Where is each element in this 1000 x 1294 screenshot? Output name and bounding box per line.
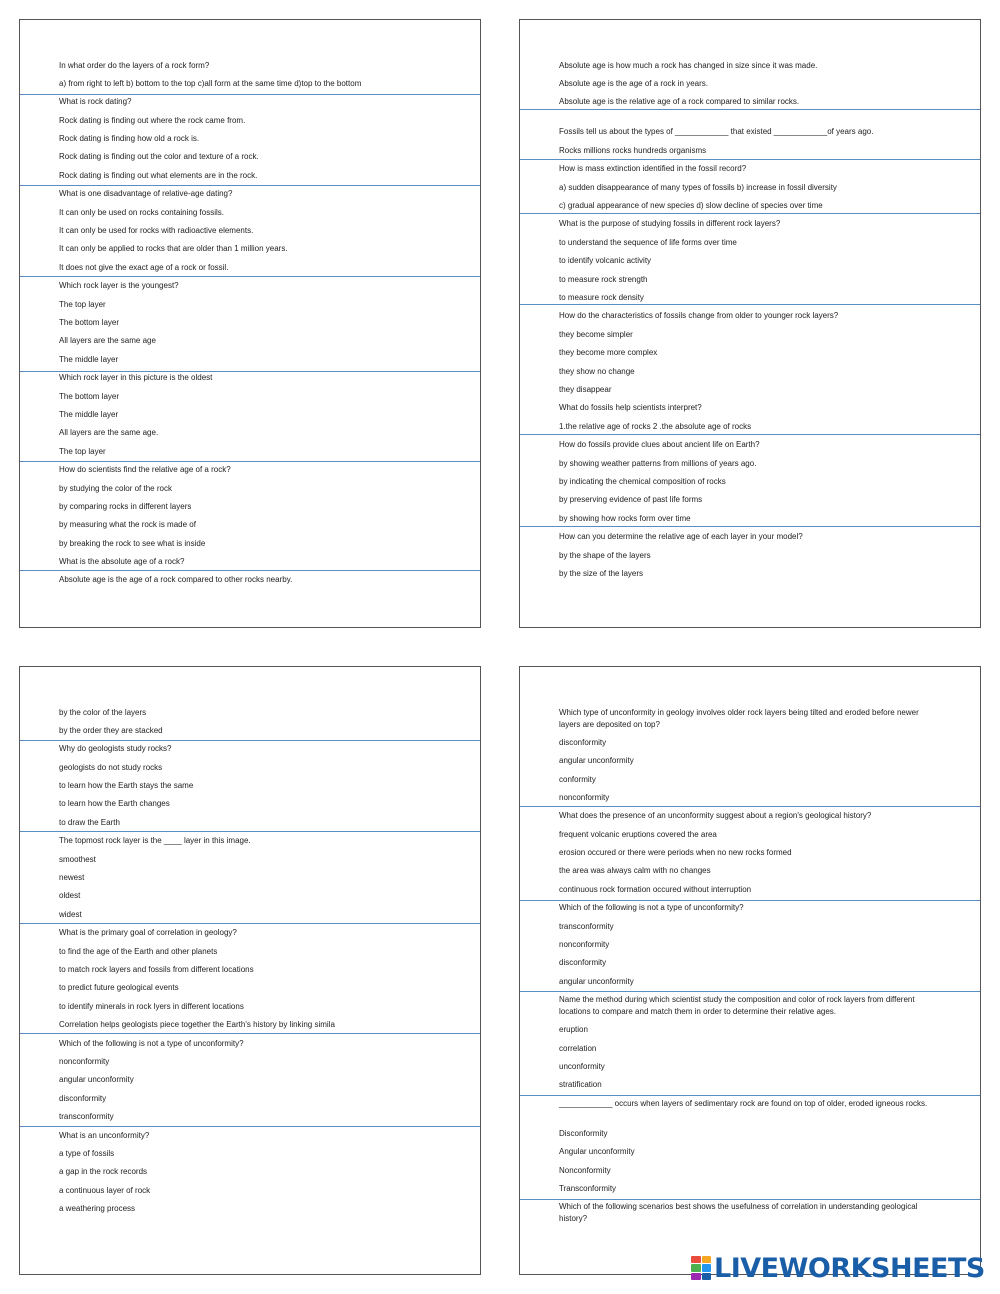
- worksheet-line[interactable]: It can only be used for rocks with radioactive elements.: [59, 226, 254, 235]
- liveworksheets-logo[interactable]: [691, 1253, 985, 1283]
- worksheet-line[interactable]: unconformity: [559, 1062, 605, 1071]
- worksheet-line[interactable]: by showing weather patterns from millions of years ago.: [559, 459, 757, 468]
- worksheet-line[interactable]: Correlation helps geologists piece together the Earth's history by linking simila: [59, 1020, 335, 1029]
- question-separator: [520, 991, 980, 992]
- worksheet-line[interactable]: to identify minerals in rock lyers in different locations: [59, 1002, 244, 1011]
- question-separator: [20, 923, 480, 924]
- worksheet-line[interactable]: What do fossils help scientists interpret?: [559, 403, 702, 412]
- worksheet-line[interactable]: disconformity: [59, 1094, 107, 1103]
- worksheet-line[interactable]: angular unconformity: [559, 977, 634, 986]
- worksheet-line[interactable]: Name the method during which scientist study the composition and color of rock layers from different locations to compare and match them in order to determine their relative ages.: [559, 995, 915, 1016]
- worksheet-line[interactable]: by measuring what the rock is made of: [59, 520, 196, 529]
- worksheet-line[interactable]: It does not give the exact age of a rock or fossil.: [59, 263, 229, 272]
- worksheet-line[interactable]: The middle layer: [59, 355, 119, 364]
- worksheet-line[interactable]: Which of the following scenarios best shows the usefulness of correlation in understanding geological history?: [559, 1202, 918, 1223]
- question-separator: [520, 109, 980, 110]
- question-separator: [520, 1199, 980, 1200]
- worksheet-line[interactable]: a) sudden disappearance of many types of fossils b) increase in fossil diversity: [559, 183, 837, 192]
- worksheet-line[interactable]: they disappear: [559, 385, 612, 394]
- worksheet-line[interactable]: they become more complex: [559, 348, 658, 357]
- worksheet-line[interactable]: oldest: [59, 891, 81, 900]
- worksheet-line[interactable]: Absolute age is the relative age of a rock compared to similar rocks.: [559, 97, 800, 106]
- worksheet-line[interactable]: The bottom layer: [59, 318, 120, 327]
- worksheet-line[interactable]: by comparing rocks in different layers: [59, 502, 192, 511]
- worksheet-line[interactable]: Rock dating is finding how old a rock is.: [59, 134, 200, 143]
- worksheet-line[interactable]: by the size of the layers: [559, 569, 644, 578]
- worksheet-line[interactable]: How do scientists find the relative age of a rock?: [59, 465, 231, 474]
- worksheet-line[interactable]: All layers are the same age.: [59, 428, 159, 437]
- worksheet-line[interactable]: smoothest: [59, 855, 96, 864]
- logo-square: [691, 1256, 701, 1263]
- worksheet-line[interactable]: to identify volcanic activity: [559, 256, 652, 265]
- worksheet-line[interactable]: 1.the relative age of rocks 2 .the absolute age of rocks: [559, 422, 752, 431]
- logo-square: [702, 1264, 712, 1271]
- question-separator: [20, 276, 480, 277]
- worksheet-line[interactable]: Disconformity: [559, 1129, 608, 1138]
- worksheet-line[interactable]: What does the presence of an unconformity suggest about a region's geological history?: [559, 811, 872, 820]
- worksheet-line[interactable]: disconformity: [559, 958, 607, 967]
- logo-text: LIVEWORKSHEETS: [714, 1252, 985, 1284]
- worksheet-line[interactable]: eruption: [559, 1025, 588, 1034]
- worksheet-line[interactable]: Absolute age is the age of a rock in years.: [559, 79, 708, 88]
- worksheet-line[interactable]: frequent volcanic eruptions covered the area: [559, 830, 717, 839]
- worksheet-line[interactable]: It can only be applied to rocks that are older than 1 million years.: [59, 244, 288, 253]
- worksheet-line[interactable]: Which rock layer in this picture is the oldest: [59, 373, 213, 382]
- worksheet-line[interactable]: to understand the sequence of life forms over time: [559, 238, 737, 247]
- logo-square: [691, 1273, 701, 1280]
- worksheet-line[interactable]: It can only be used on rocks containing fossils.: [59, 208, 224, 217]
- worksheet-line[interactable]: Fossils tell us about the types of ____________ that existed ____________of years ago.: [559, 127, 874, 136]
- worksheet-line[interactable]: a) from right to left b) bottom to the top c)all form at the same time d)top to the bottom: [59, 79, 362, 88]
- worksheet-line[interactable]: by showing how rocks form over time: [559, 514, 691, 523]
- worksheet-line[interactable]: What is rock dating?: [59, 97, 132, 106]
- worksheet-line[interactable]: to learn how the Earth changes: [59, 799, 170, 808]
- worksheet-page-4: [519, 666, 981, 1275]
- worksheet-line[interactable]: to measure rock density: [559, 293, 644, 302]
- worksheet-line[interactable]: to match rock layers and fossils from different locations: [59, 965, 254, 974]
- worksheet-line[interactable]: by the order they are stacked: [59, 726, 163, 735]
- worksheet-line[interactable]: Why do geologists study rocks?: [59, 744, 172, 753]
- liveworksheets-logo-icon: [691, 1256, 711, 1280]
- worksheet-line[interactable]: How do fossils provide clues about ancient life on Earth?: [559, 440, 760, 449]
- worksheet-line[interactable]: The top layer: [59, 300, 106, 309]
- question-separator: [520, 806, 980, 807]
- worksheet-line[interactable]: by preserving evidence of past life forms: [559, 495, 703, 504]
- worksheet-line[interactable]: nonconformity: [559, 940, 610, 949]
- worksheet-line[interactable]: Nonconformity: [559, 1166, 611, 1175]
- worksheet-line[interactable]: geologists do not study rocks: [59, 763, 163, 772]
- worksheet-line[interactable]: In what order do the layers of a rock form?: [59, 61, 210, 70]
- question-separator: [20, 1033, 480, 1034]
- logo-square: [702, 1273, 712, 1280]
- worksheet-page-2: [519, 19, 981, 628]
- worksheet-line[interactable]: Which type of unconformity in geology involves older rock layers being tilted and eroded before newer layers are deposited on top?: [559, 708, 919, 729]
- worksheet-line[interactable]: How do the characteristics of fossils change from older to younger rock layers?: [559, 311, 839, 320]
- question-separator: [520, 434, 980, 435]
- worksheet-line[interactable]: What is the absolute age of a rock?: [59, 557, 185, 566]
- worksheet-line[interactable]: a gap in the rock records: [59, 1167, 148, 1176]
- question-separator: [20, 1126, 480, 1127]
- worksheet-page-3: [19, 666, 481, 1275]
- worksheet-line[interactable]: a continuous layer of rock: [59, 1186, 151, 1195]
- worksheet-line[interactable]: Absolute age is how much a rock has changed in size since it was made.: [559, 61, 818, 70]
- worksheet-line[interactable]: c) gradual appearance of new species d) slow decline of species over time: [559, 201, 823, 210]
- worksheet-line[interactable]: by studying the color of the rock: [59, 484, 172, 493]
- worksheet-line[interactable]: nonconformity: [559, 793, 610, 802]
- worksheet-line[interactable]: Rocks millions rocks hundreds organisms: [559, 146, 707, 155]
- worksheet-line[interactable]: angular unconformity: [559, 756, 634, 765]
- worksheet-line[interactable]: to find the age of the Earth and other planets: [59, 947, 218, 956]
- question-separator: [520, 213, 980, 214]
- worksheet-line[interactable]: Rock dating is finding out what elements are in the rock.: [59, 171, 258, 180]
- worksheet-line[interactable]: a weathering process: [59, 1204, 136, 1213]
- worksheet-line[interactable]: the area was always calm with no changes: [559, 866, 711, 875]
- worksheet-line[interactable]: The top layer: [59, 447, 106, 456]
- worksheet-line[interactable]: What is the primary goal of correlation in geology?: [59, 928, 237, 937]
- worksheet-page-1: [19, 19, 481, 628]
- question-separator: [520, 526, 980, 527]
- worksheet-line[interactable]: continuous rock formation occured without interruption: [559, 885, 752, 894]
- worksheet-line[interactable]: The topmost rock layer is the ____ layer in this image.: [59, 836, 251, 845]
- worksheet-line[interactable]: newest: [59, 873, 85, 882]
- worksheet-line[interactable]: What is an unconformity?: [59, 1131, 150, 1140]
- worksheet-line[interactable]: widest: [59, 910, 82, 919]
- question-separator: [520, 304, 980, 305]
- question-separator: [20, 740, 480, 741]
- worksheet-line[interactable]: they show no change: [559, 367, 635, 376]
- question-separator: [20, 831, 480, 832]
- worksheet-line[interactable]: How is mass extinction identified in the fossil record?: [559, 164, 747, 173]
- question-separator: [520, 159, 980, 160]
- worksheet-line[interactable]: transconformity: [559, 922, 614, 931]
- logo-square: [691, 1264, 701, 1271]
- worksheet-line[interactable]: transconformity: [59, 1112, 114, 1121]
- worksheet-line[interactable]: Angular unconformity: [559, 1147, 635, 1156]
- question-separator: [20, 185, 480, 186]
- worksheet-line[interactable]: they become simpler: [559, 330, 633, 339]
- worksheet-line[interactable]: What is one disadvantage of relative-age dating?: [59, 189, 233, 198]
- worksheet-line[interactable]: Rock dating is finding out where the rock came from.: [59, 116, 246, 125]
- worksheet-line[interactable]: Which of the following is not a type of unconformity?: [59, 1039, 244, 1048]
- question-separator: [20, 570, 480, 571]
- worksheet-line[interactable]: to draw the Earth: [59, 818, 120, 827]
- worksheet-line[interactable]: What is the purpose of studying fossils in different rock layers?: [559, 219, 781, 228]
- worksheet-line[interactable]: Absolute age is the age of a rock compared to other rocks nearby.: [59, 575, 293, 584]
- question-separator: [520, 900, 980, 901]
- worksheet-line[interactable]: Which rock layer is the youngest?: [59, 281, 179, 290]
- worksheet-line[interactable]: conformity: [559, 775, 596, 784]
- worksheet-line[interactable]: Rock dating is finding out the color and texture of a rock.: [59, 152, 259, 161]
- worksheet-line[interactable]: How can you determine the relative age of each layer in your model?: [559, 532, 803, 541]
- question-separator: [20, 461, 480, 462]
- worksheet-line[interactable]: by indicating the chemical composition of rocks: [559, 477, 726, 486]
- worksheet-line[interactable]: correlation: [559, 1044, 597, 1053]
- worksheet-line[interactable]: erosion occured or there were periods when no new rocks formed: [559, 848, 792, 857]
- worksheet-line[interactable]: stratification: [559, 1080, 602, 1089]
- worksheet-line[interactable]: The bottom layer: [59, 392, 120, 401]
- worksheet-line[interactable]: angular unconformity: [59, 1075, 134, 1084]
- worksheet-line[interactable]: nonconformity: [59, 1057, 110, 1066]
- worksheet-line[interactable]: Transconformity: [559, 1184, 617, 1193]
- question-separator: [520, 1095, 980, 1096]
- worksheet-line[interactable]: by the color of the layers: [59, 708, 147, 717]
- worksheet-line[interactable]: Which of the following is not a type of unconformity?: [559, 903, 744, 912]
- worksheet-line[interactable]: The middle layer: [59, 410, 119, 419]
- worksheet-line[interactable]: disconformity: [559, 738, 607, 747]
- worksheet-line[interactable]: ____________ occurs when layers of sedimentary rock are found on top of older, eroded igneous rocks.: [559, 1099, 928, 1108]
- worksheet-line[interactable]: All layers are the same age: [59, 336, 156, 345]
- logo-square: [702, 1256, 712, 1263]
- worksheet-line[interactable]: to predict future geological events: [59, 983, 179, 992]
- worksheet-line[interactable]: to learn how the Earth stays the same: [59, 781, 194, 790]
- worksheet-line[interactable]: to measure rock strength: [559, 275, 648, 284]
- question-separator: [20, 94, 480, 95]
- worksheet-line[interactable]: a type of fossils: [59, 1149, 115, 1158]
- worksheet-line[interactable]: by the shape of the layers: [559, 551, 651, 560]
- worksheet-line[interactable]: by breaking the rock to see what is inside: [59, 539, 206, 548]
